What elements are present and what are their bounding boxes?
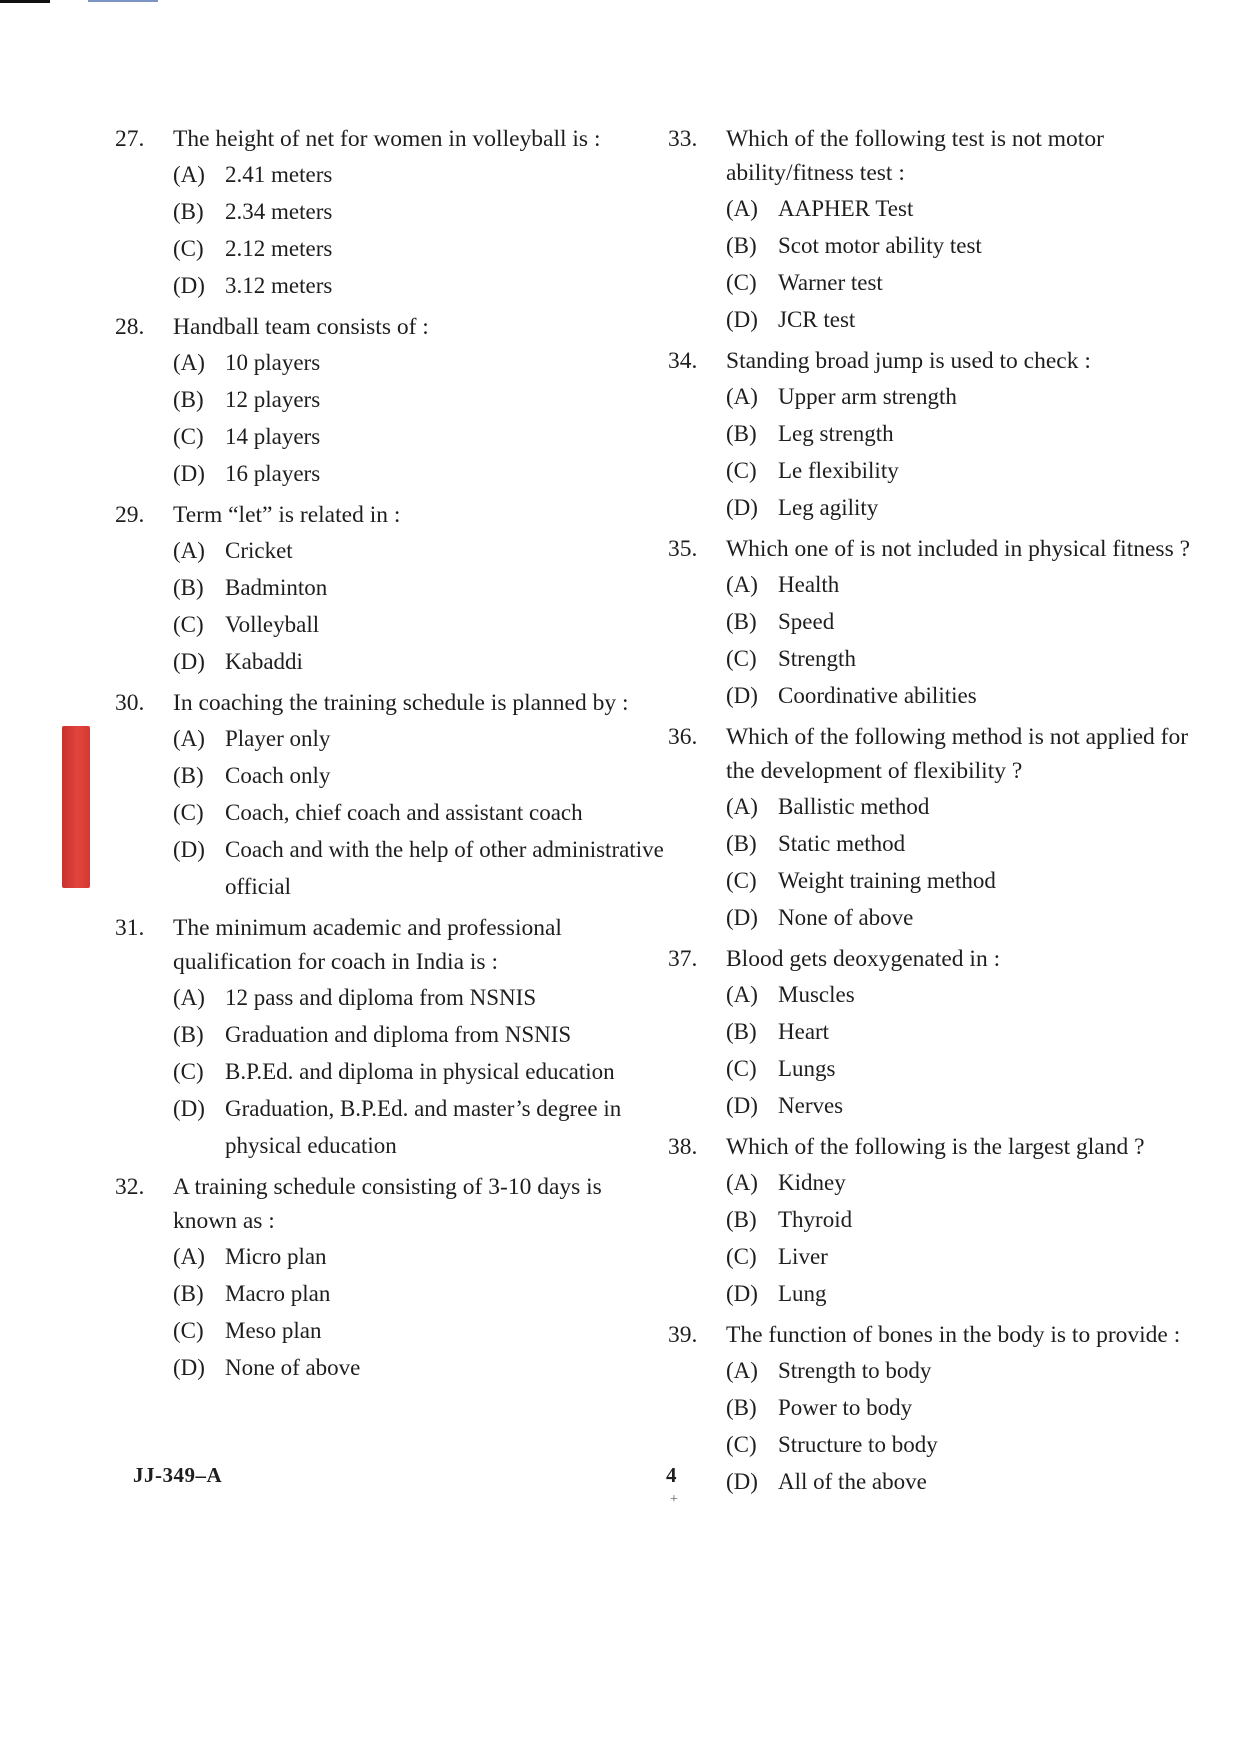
- question-number: 39.: [668, 1322, 698, 1348]
- option-text: B.P.Ed. and diploma in physical education: [225, 1059, 615, 1084]
- option-letter: (D): [173, 1355, 205, 1380]
- question-number: 27.: [115, 126, 145, 152]
- option-list: [115, 1238, 670, 1386]
- question-stem: [115, 911, 670, 979]
- question-stem: [668, 942, 1208, 976]
- answer-option: [726, 788, 1208, 825]
- answer-option: [173, 569, 670, 606]
- question-text: Which one of is not included in physical fitness ?: [726, 536, 1191, 562]
- answer-option: [173, 1312, 670, 1349]
- option-letter: (A): [173, 162, 205, 187]
- question-text: The minimum academic and professional qualification for coach in India is :: [173, 915, 562, 975]
- answer-option: [726, 1426, 1208, 1463]
- option-text: Leg strength: [778, 421, 894, 446]
- option-text: Le flexibility: [778, 458, 899, 483]
- question-36: [668, 720, 1208, 936]
- answer-option: [726, 1463, 1208, 1500]
- option-text: Player only: [225, 726, 331, 751]
- answer-option: [726, 1389, 1208, 1426]
- option-letter: (D): [726, 1093, 758, 1118]
- option-letter: (A): [726, 982, 758, 1007]
- answer-option: [726, 1013, 1208, 1050]
- option-text: Volleyball: [225, 612, 320, 637]
- option-letter: (B): [726, 1207, 757, 1232]
- question-stem: [115, 122, 670, 156]
- option-letter: (C): [173, 800, 204, 825]
- red-binding-tab: [62, 726, 90, 888]
- question-stem: [115, 686, 670, 720]
- answer-option: [173, 831, 670, 905]
- option-letter: (A): [173, 985, 205, 1010]
- question-37: [668, 942, 1208, 1124]
- option-letter: (D): [173, 273, 205, 298]
- question-text: Handball team consists of :: [173, 314, 429, 340]
- option-letter: (D): [726, 495, 758, 520]
- option-text: All of the above: [778, 1469, 927, 1494]
- question-stem: [668, 1130, 1208, 1164]
- option-text: Nerves: [778, 1093, 844, 1118]
- option-text: Lung: [778, 1281, 827, 1306]
- question-number: 35.: [668, 536, 698, 562]
- option-list: [668, 976, 1208, 1124]
- option-text: Strength to body: [778, 1358, 932, 1383]
- option-text: 2.12 meters: [225, 236, 333, 261]
- option-text: Ballistic method: [778, 794, 930, 819]
- answer-option: [173, 1275, 670, 1312]
- option-text: None of above: [225, 1355, 361, 1380]
- question-text: In coaching the training schedule is planned by :: [173, 690, 629, 716]
- answer-option: [726, 190, 1208, 227]
- question-text: Which of the following method is not applied for the development of flexibility ?: [726, 724, 1189, 784]
- option-letter: (A): [173, 538, 205, 563]
- option-text: Scot motor ability test: [778, 233, 982, 258]
- answer-option: [173, 344, 670, 381]
- answer-option: [726, 489, 1208, 526]
- option-list: [668, 566, 1208, 714]
- option-letter: (C): [726, 1432, 757, 1457]
- option-text: Macro plan: [225, 1281, 331, 1306]
- scan-edge-mark-blue: [88, 0, 158, 2]
- option-letter: (B): [173, 575, 204, 600]
- answer-option: [726, 640, 1208, 677]
- option-letter: (A): [726, 1358, 758, 1383]
- option-letter: (A): [726, 196, 758, 221]
- question-31: [115, 911, 670, 1164]
- option-list: [668, 190, 1208, 338]
- option-letter: (A): [726, 384, 758, 409]
- answer-option: [173, 606, 670, 643]
- question-35: [668, 532, 1208, 714]
- question-30: [115, 686, 670, 905]
- answer-option: [173, 381, 670, 418]
- option-text: 12 pass and diploma from NSNIS: [225, 985, 537, 1010]
- option-list: [668, 1164, 1208, 1312]
- option-text: Health: [778, 572, 840, 597]
- option-letter: (D): [726, 905, 758, 930]
- question-stem: [668, 1318, 1208, 1352]
- question-text: A training schedule consisting of 3-10 days is known as :: [173, 1174, 602, 1234]
- question-number: 38.: [668, 1134, 698, 1160]
- option-letter: (C): [173, 1059, 204, 1084]
- question-number: 28.: [115, 314, 145, 340]
- option-text: 10 players: [225, 350, 321, 375]
- option-letter: (D): [173, 649, 205, 674]
- option-text: Power to body: [778, 1395, 913, 1420]
- answer-option: [173, 230, 670, 267]
- answer-option: [726, 566, 1208, 603]
- answer-option: [726, 1050, 1208, 1087]
- option-letter: (D): [173, 1096, 205, 1121]
- option-letter: (B): [173, 387, 204, 412]
- answer-option: [726, 899, 1208, 936]
- option-text: AAPHER Test: [778, 196, 914, 221]
- option-text: Strength: [778, 646, 856, 671]
- question-stem: [115, 498, 670, 532]
- option-list: [115, 532, 670, 680]
- option-list: [115, 720, 670, 905]
- option-text: JCR test: [778, 307, 856, 332]
- option-letter: (B): [173, 1022, 204, 1047]
- option-text: Liver: [778, 1244, 828, 1269]
- option-letter: (C): [726, 270, 757, 295]
- answer-option: [173, 720, 670, 757]
- option-letter: (B): [726, 831, 757, 856]
- answer-option: [726, 1238, 1208, 1275]
- answer-option: [173, 979, 670, 1016]
- option-letter: (C): [726, 646, 757, 671]
- option-text: 2.34 meters: [225, 199, 333, 224]
- answer-option: [173, 1090, 670, 1164]
- option-text: 14 players: [225, 424, 321, 449]
- answer-option: [726, 1201, 1208, 1238]
- question-text: Which of the following is the largest gland ?: [726, 1134, 1145, 1160]
- option-text: Static method: [778, 831, 906, 856]
- left-question-column: [115, 122, 670, 1392]
- question-stem: [115, 310, 670, 344]
- option-text: Meso plan: [225, 1318, 322, 1343]
- answer-option: [726, 1164, 1208, 1201]
- answer-option: [726, 378, 1208, 415]
- paper-code: JJ-349–A: [133, 1463, 223, 1487]
- answer-option: [726, 862, 1208, 899]
- option-letter: (D): [726, 307, 758, 332]
- answer-option: [173, 267, 670, 304]
- option-list: [115, 156, 670, 304]
- option-letter: (C): [173, 1318, 204, 1343]
- option-letter: (D): [726, 683, 758, 708]
- question-38: [668, 1130, 1208, 1312]
- option-text: Lungs: [778, 1056, 836, 1081]
- option-letter: (B): [726, 421, 757, 446]
- option-text: Coach, chief coach and assistant coach: [225, 800, 583, 825]
- answer-option: [173, 1238, 670, 1275]
- option-text: Cricket: [225, 538, 293, 563]
- option-text: Upper arm strength: [778, 384, 957, 409]
- question-text: Blood gets deoxygenated in :: [726, 946, 1001, 972]
- option-letter: (A): [726, 572, 758, 597]
- option-text: Graduation, B.P.Ed. and master’s degree in physical education: [225, 1096, 622, 1158]
- question-number: 36.: [668, 724, 698, 750]
- option-letter: (A): [726, 1170, 758, 1195]
- option-letter: (A): [726, 794, 758, 819]
- option-list: [115, 344, 670, 492]
- answer-option: [726, 677, 1208, 714]
- option-letter: (B): [173, 763, 204, 788]
- question-28: [115, 310, 670, 492]
- option-letter: (C): [726, 458, 757, 483]
- option-letter: (C): [726, 1056, 757, 1081]
- question-stem: [668, 122, 1208, 190]
- question-text: Term “let” is related in :: [173, 502, 401, 528]
- question-32: [115, 1170, 670, 1386]
- option-text: Speed: [778, 609, 835, 634]
- scan-edge-mark: [0, 0, 50, 3]
- option-letter: (B): [726, 1019, 757, 1044]
- answer-option: [726, 1275, 1208, 1312]
- answer-option: [173, 643, 670, 680]
- question-34: [668, 344, 1208, 526]
- answer-option: [173, 1349, 670, 1386]
- question-text: The height of net for women in volleyball is :: [173, 126, 601, 152]
- question-number: 31.: [115, 915, 145, 941]
- option-letter: (C): [726, 868, 757, 893]
- center-registration-mark: +: [670, 1492, 678, 1507]
- option-letter: (C): [173, 236, 204, 261]
- answer-option: [726, 415, 1208, 452]
- question-stem: [115, 1170, 670, 1238]
- option-letter: (C): [726, 1244, 757, 1269]
- answer-option: [726, 1087, 1208, 1124]
- answer-option: [726, 603, 1208, 640]
- answer-option: [173, 156, 670, 193]
- option-letter: (B): [726, 233, 757, 258]
- option-text: 16 players: [225, 461, 321, 486]
- answer-option: [726, 976, 1208, 1013]
- option-text: None of above: [778, 905, 914, 930]
- option-letter: (A): [173, 726, 205, 751]
- option-letter: (A): [173, 350, 205, 375]
- option-text: 3.12 meters: [225, 273, 333, 298]
- option-letter: (B): [173, 1281, 204, 1306]
- option-text: Coach and with the help of other administrative official: [225, 837, 664, 899]
- question-stem: [668, 720, 1208, 788]
- option-text: Thyroid: [778, 1207, 853, 1232]
- answer-option: [173, 193, 670, 230]
- answer-option: [173, 455, 670, 492]
- option-text: 2.41 meters: [225, 162, 333, 187]
- page-number: 4: [666, 1463, 677, 1487]
- answer-option: [726, 452, 1208, 489]
- answer-option: [726, 825, 1208, 862]
- option-letter: (B): [726, 609, 757, 634]
- option-letter: (D): [173, 837, 205, 862]
- option-text: Kabaddi: [225, 649, 303, 674]
- option-letter: (C): [173, 612, 204, 637]
- option-text: Graduation and diploma from NSNIS: [225, 1022, 572, 1047]
- option-letter: (D): [726, 1469, 758, 1494]
- option-text: Structure to body: [778, 1432, 938, 1457]
- question-33: [668, 122, 1208, 338]
- option-letter: (A): [173, 1244, 205, 1269]
- question-number: 34.: [668, 348, 698, 374]
- question-text: Which of the following test is not motor ability/fitness test :: [726, 126, 1104, 186]
- answer-option: [173, 1053, 670, 1090]
- answer-option: [173, 532, 670, 569]
- answer-option: [726, 301, 1208, 338]
- option-list: [115, 979, 670, 1164]
- option-list: [668, 788, 1208, 936]
- option-text: Weight training method: [778, 868, 996, 893]
- option-letter: (B): [726, 1395, 757, 1420]
- option-text: Coordinative abilities: [778, 683, 977, 708]
- question-text: The function of bones in the body is to provide :: [726, 1322, 1181, 1348]
- option-list: [668, 1352, 1208, 1500]
- right-question-column: [668, 122, 1208, 1506]
- question-text: Standing broad jump is used to check :: [726, 348, 1091, 374]
- option-text: Badminton: [225, 575, 328, 600]
- option-text: Micro plan: [225, 1244, 327, 1269]
- option-text: Muscles: [778, 982, 855, 1007]
- question-number: 30.: [115, 690, 145, 716]
- option-text: Coach only: [225, 763, 331, 788]
- question-number: 29.: [115, 502, 145, 528]
- option-text: 12 players: [225, 387, 321, 412]
- option-text: Leg agility: [778, 495, 879, 520]
- option-text: Warner test: [778, 270, 883, 295]
- question-stem: [668, 344, 1208, 378]
- question-29: [115, 498, 670, 680]
- answer-option: [726, 264, 1208, 301]
- question-stem: [668, 532, 1208, 566]
- option-text: Heart: [778, 1019, 830, 1044]
- answer-option: [173, 1016, 670, 1053]
- answer-option: [726, 227, 1208, 264]
- question-number: 37.: [668, 946, 698, 972]
- option-letter: (D): [173, 461, 205, 486]
- answer-option: [173, 794, 670, 831]
- question-27: [115, 122, 670, 304]
- option-letter: (C): [173, 424, 204, 449]
- answer-option: [726, 1352, 1208, 1389]
- option-text: Kidney: [778, 1170, 846, 1195]
- answer-option: [173, 757, 670, 794]
- question-number: 33.: [668, 126, 698, 152]
- answer-option: [173, 418, 670, 455]
- question-39: [668, 1318, 1208, 1500]
- option-letter: (B): [173, 199, 204, 224]
- question-number: 32.: [115, 1174, 145, 1200]
- option-letter: (D): [726, 1281, 758, 1306]
- option-list: [668, 378, 1208, 526]
